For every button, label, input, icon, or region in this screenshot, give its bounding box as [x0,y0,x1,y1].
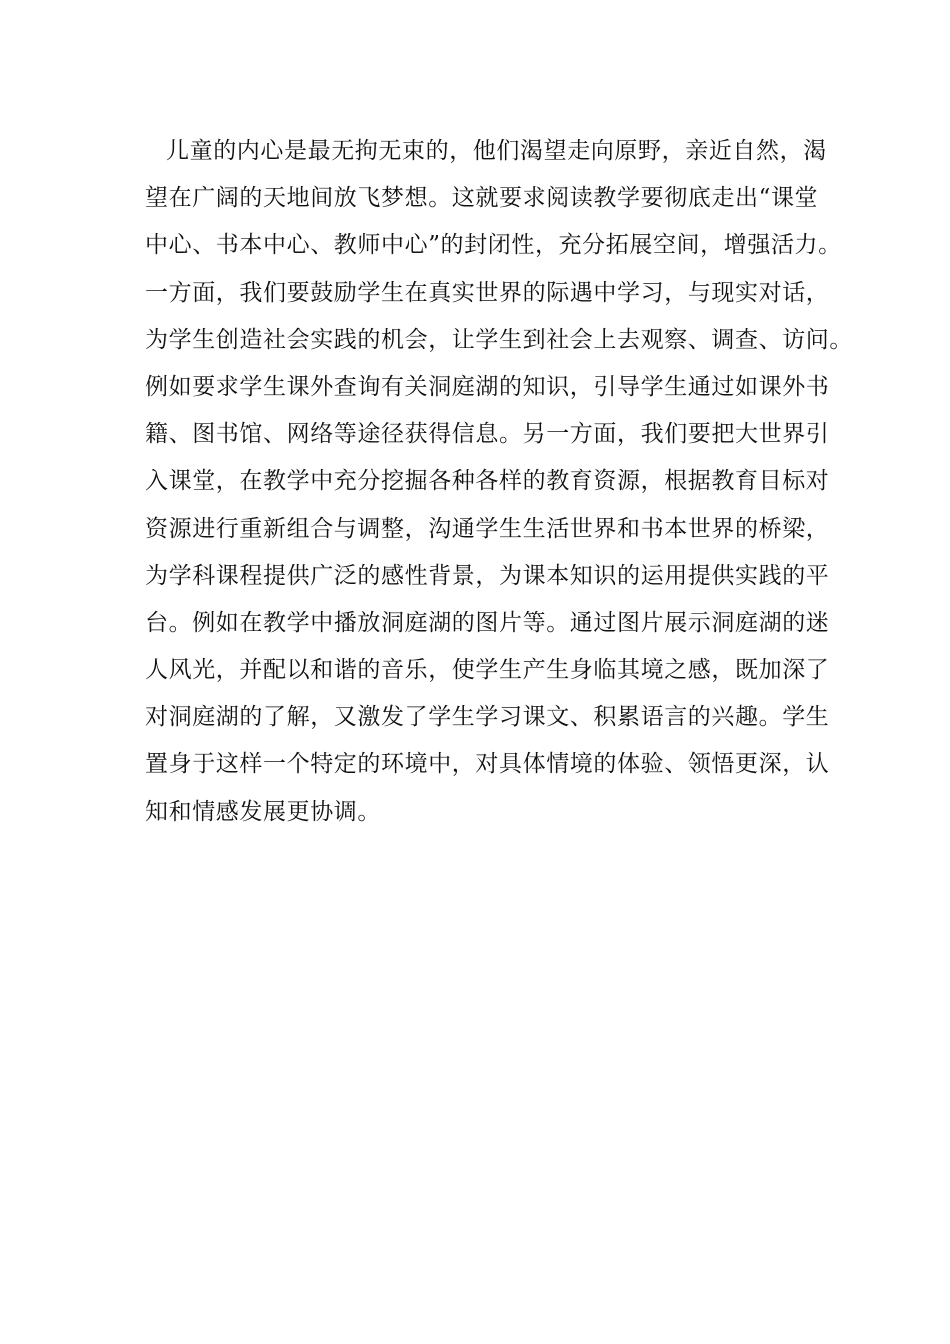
paragraph-line: 为学科课程提供广泛的感性背景，为课本知识的运用提供实践的平 [145,562,830,589]
paragraph-line: 望在广阔的天地间放飞梦想。这就要求阅读教学要彻底走出“课堂 [145,185,819,212]
body-paragraph [145,128,853,836]
paragraph-line: 对洞庭湖的了解，又激发了学生学习课文、积累语言的兴趣。学生 [145,704,830,731]
paragraph-line: 入课堂，在教学中充分挖掘各种各样的教育资源，根据教育目标对 [145,468,830,495]
paragraph-line: 一方面，我们要鼓励学生在真实世界的际遇中学习，与现实对话， [145,279,830,306]
paragraph-line: 籍、图书馆、网络等途径获得信息。另一方面，我们要把大世界引 [145,421,830,448]
paragraph-line: 台。例如在教学中播放洞庭湖的图片等。通过图片展示洞庭湖的迷 [145,609,830,636]
paragraph-line: 为学生创造社会实践的机会，让学生到社会上去观察、调查、访问。 [145,326,853,353]
paragraph-line: 置身于这样一个特定的环境中，对具体情境的体验、领悟更深，认 [145,751,830,778]
paragraph-line: 知和情感发展更协调。 [145,798,381,825]
paragraph-line: 资源进行重新组合与调整，沟通学生生活世界和书本世界的桥梁， [145,515,830,542]
paragraph-line: 例如要求学生课外查询有关洞庭湖的知识，引导学生通过如课外书 [145,373,830,400]
paragraph-line: 儿童的内心是最无拘无束的，他们渴望走向原野，亲近自然，渴 [166,138,827,164]
paragraph-line: 中心、书本中心、教师中心”的封闭性，充分拓展空间，增强活力。 [145,232,842,259]
paragraph-line: 人风光，并配以和谐的音乐，使学生产生身临其境之感，既加深了 [145,657,830,684]
